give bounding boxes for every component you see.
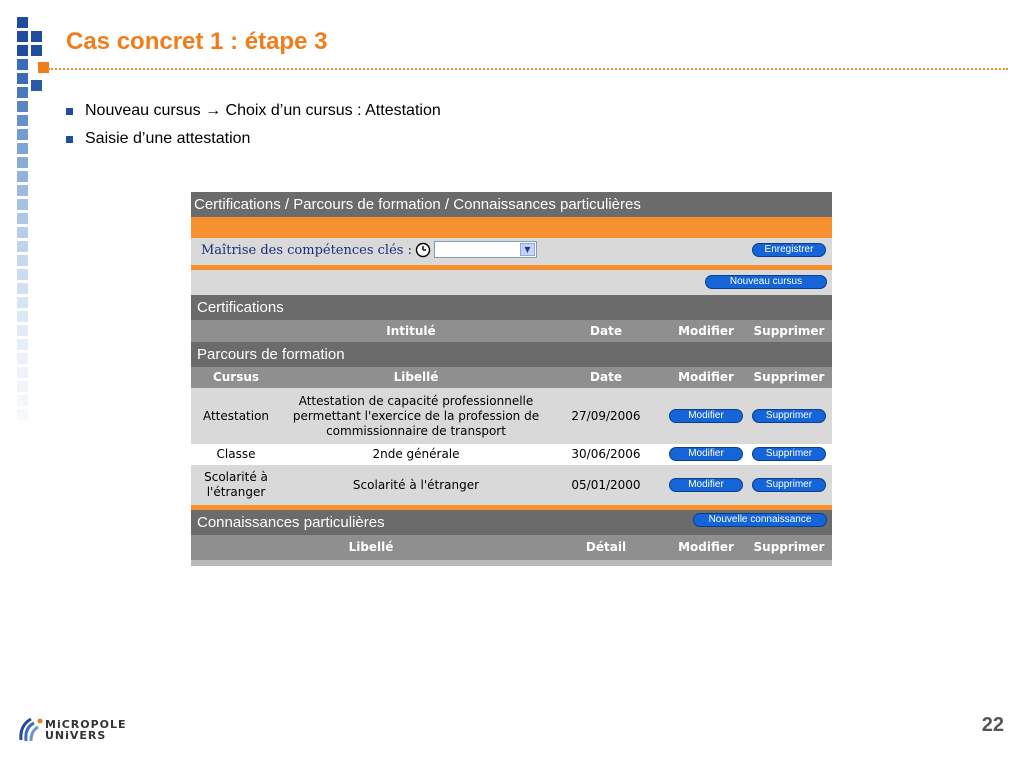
cursus-cell: Attestation (202, 408, 270, 423)
square-decoration (17, 115, 28, 126)
square-decoration (31, 80, 42, 91)
connaissances-column-headers (191, 535, 832, 560)
clock-icon[interactable] (415, 242, 431, 258)
square-decoration (17, 129, 28, 140)
square-decoration (17, 31, 28, 42)
square-decoration (17, 297, 28, 308)
bullet-square-icon (66, 136, 73, 143)
square-decoration (17, 213, 28, 224)
libelle-cell: Scolarité à l'étranger (352, 477, 480, 492)
table-row (191, 465, 832, 505)
supprimer-button[interactable]: Supprimer (752, 478, 826, 492)
column-header: Intitulé (386, 323, 436, 338)
date-cell: 05/01/2000 (571, 477, 641, 492)
square-decoration (17, 269, 28, 280)
orange-band (191, 217, 832, 238)
column-header: Date (590, 323, 622, 338)
square-decoration (17, 367, 28, 378)
square-decoration (31, 31, 42, 42)
square-decoration (17, 227, 28, 238)
square-decoration (17, 59, 28, 70)
micropole-logo (18, 716, 148, 746)
breadcrumb: Certifications / Parcours de formation / Connaissances particulières (191, 192, 832, 217)
square-decoration (17, 325, 28, 336)
square-decoration (17, 283, 28, 294)
square-decoration (17, 73, 28, 84)
square-decoration (17, 171, 28, 182)
modifier-button[interactable]: Modifier (669, 409, 743, 423)
modifier-button[interactable]: Modifier (669, 447, 743, 461)
square-decoration (17, 157, 28, 168)
libelle-cell: 2nde générale (372, 447, 460, 461)
square-decoration (17, 381, 28, 392)
column-header: Cursus (212, 370, 260, 384)
certifications-header: Certifications (191, 295, 832, 320)
square-decoration (17, 45, 28, 56)
cursus-cell: Scolarité à l'étranger (204, 470, 268, 499)
column-header: Modifier (678, 323, 734, 338)
supprimer-button[interactable]: Supprimer (752, 447, 826, 461)
square-decoration (17, 255, 28, 266)
bullet-text: Nouveau cursus → Choix d’un cursus : Attestation (85, 102, 441, 119)
supprimer-button[interactable]: Supprimer (752, 409, 826, 423)
column-header: Libellé (393, 370, 439, 384)
bullet-item (66, 100, 441, 128)
nouvelle-connaissance-button[interactable]: Nouvelle connaissance (693, 513, 827, 527)
nouveau-cursus-row (191, 270, 832, 295)
square-decoration (17, 311, 28, 322)
square-decoration (17, 395, 28, 406)
logo-line-1: MiCROPOLE (45, 718, 127, 731)
connaissances-title: Connaissances particulières (197, 514, 385, 531)
bullet-item (66, 128, 441, 156)
slide-title: Cas concret 1 : étape 3 (66, 28, 328, 55)
square-decoration (17, 143, 28, 154)
column-header: Libellé (348, 540, 394, 554)
libelle-cell: Attestation de capacité professionnelle permettant l'exercice de la profession de commissionnaire de transport (292, 393, 540, 438)
column-header: Détail (585, 540, 627, 554)
nouveau-cursus-button[interactable]: Nouveau cursus (705, 275, 827, 289)
chevron-down-icon[interactable]: ▼ (520, 243, 535, 256)
square-decoration (17, 101, 28, 112)
title-divider (48, 68, 1008, 70)
square-decoration (17, 409, 28, 420)
cursus-cell: Classe (216, 447, 256, 461)
square-decoration (31, 45, 42, 56)
square-decoration (17, 17, 28, 28)
square-decoration (17, 353, 28, 364)
column-header: Supprimer (753, 323, 825, 338)
parcours-header: Parcours de formation (191, 342, 832, 367)
bullet-list (66, 100, 441, 156)
bullet-text: Saisie d’une attestation (85, 130, 251, 147)
app-panel (191, 192, 832, 572)
connaissances-header (191, 510, 832, 535)
modifier-button[interactable]: Modifier (669, 478, 743, 492)
logo-mark-icon (18, 716, 44, 744)
table-row (191, 388, 832, 444)
competences-select[interactable] (434, 241, 537, 258)
competences-row (191, 238, 832, 265)
logo-line-2: UNiVERS (45, 729, 107, 742)
square-decoration (17, 241, 28, 252)
date-cell: 27/09/2006 (571, 408, 641, 423)
column-header: Modifier (678, 540, 734, 554)
bullet-square-icon (66, 108, 73, 115)
square-decoration (17, 185, 28, 196)
column-header: Supprimer (753, 370, 825, 384)
column-header: Date (590, 370, 622, 384)
column-header: Modifier (678, 370, 734, 384)
date-cell: 30/06/2006 (571, 447, 641, 461)
parcours-column-headers (191, 367, 832, 388)
table-footer (191, 560, 832, 566)
column-header: Supprimer (753, 540, 825, 554)
square-decoration (17, 199, 28, 210)
enregistrer-button[interactable]: Enregistrer (752, 243, 826, 257)
table-row (191, 444, 832, 465)
square-decoration (17, 339, 28, 350)
certifications-column-headers (191, 320, 832, 342)
competences-label: Maîtrise des compétences clés : (201, 243, 412, 258)
square-decoration (17, 87, 28, 98)
page-number: 22 (981, 714, 1004, 736)
